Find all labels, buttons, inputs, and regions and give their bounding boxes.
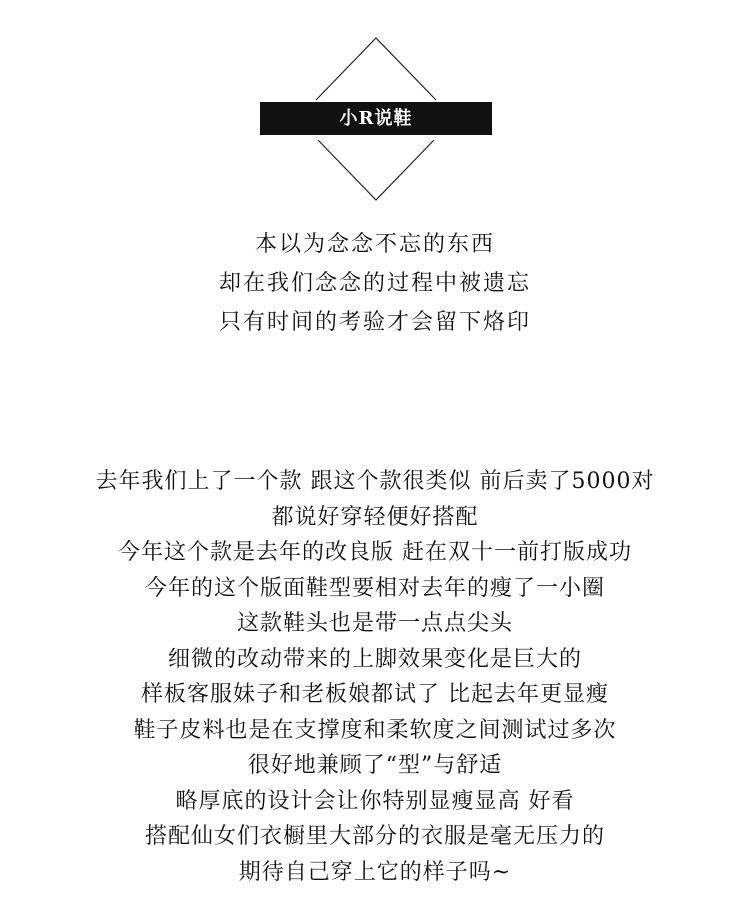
description-line: 样板客服妹子和老板娘都试了 比起去年更显瘦: [141, 682, 609, 707]
intro-poem: [0, 225, 750, 342]
description-line: 细微的改动带来的上脚效果变化是巨大的: [167, 646, 582, 672]
intro-line: 却在我们念念的过程中被遗忘: [218, 271, 531, 296]
description-line: 搭配仙女们衣橱里大部分的衣服是毫无压力的: [144, 824, 605, 849]
brand-badge: 小R说鞋: [260, 102, 492, 135]
description-line: 期待自己穿上它的样子吗~: [238, 859, 512, 885]
intro-line: 只有时间的考验才会留下烙印: [218, 310, 531, 335]
diamond-top-lines: [316, 38, 436, 100]
description-line: 今年这个款是去年的改良版 赶在双十一前打版成功: [118, 540, 632, 565]
intro-line: 本以为念念不忘的东西: [254, 232, 495, 257]
product-description: [0, 464, 750, 890]
description-line: 略厚底的设计会让你特别显瘦显高 好看: [175, 788, 575, 814]
description-line: 今年的这个版面鞋型要相对去年的瘦了一小圈: [144, 575, 605, 601]
diamond-bottom-lines: [318, 140, 434, 200]
description-line: 这款鞋头也是带一点点尖头: [236, 611, 513, 636]
description-line: 很好地兼顾了“型”与舒适: [247, 753, 503, 778]
description-line: 去年我们上了一个款 跟这个款很类似 前后卖了5000对: [95, 469, 655, 494]
description-line: 鞋子皮料也是在支撑度和柔软度之间测试过多次: [133, 717, 617, 743]
description-line: 都说好穿轻便好搭配: [271, 504, 479, 530]
